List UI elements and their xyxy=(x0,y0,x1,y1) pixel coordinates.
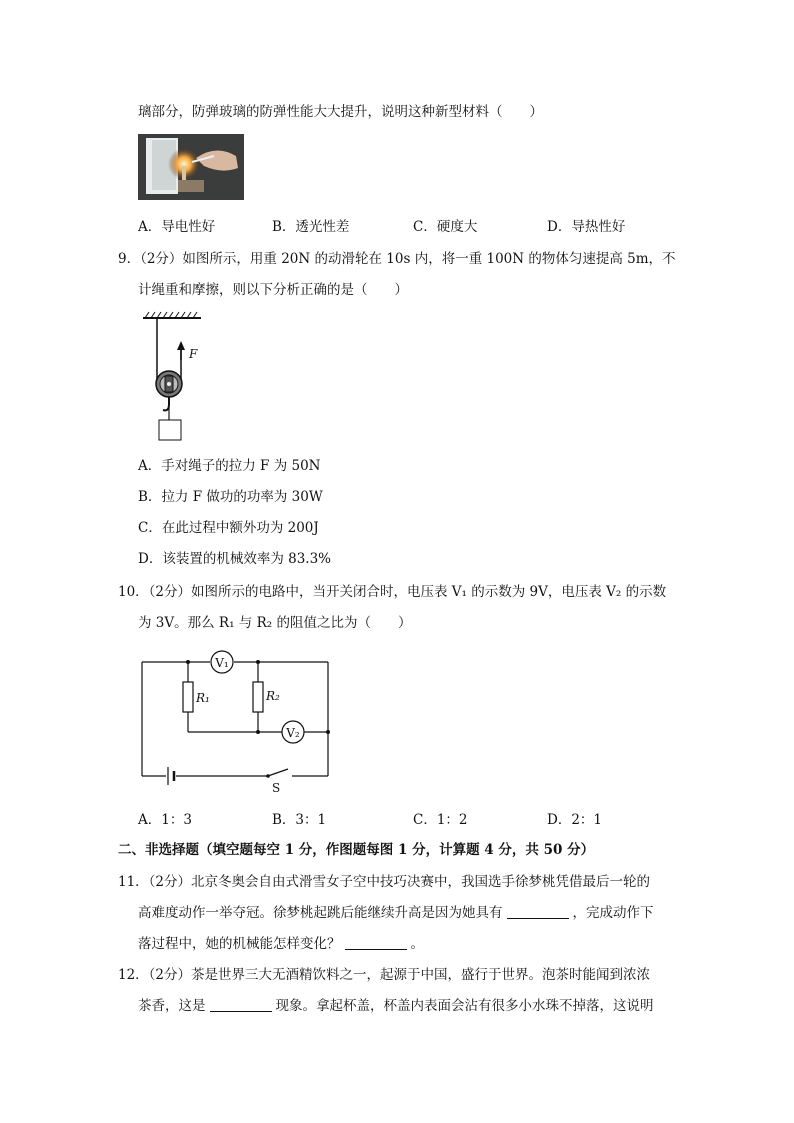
q8-option-c: C．硬度大 xyxy=(413,219,478,235)
q11-line2-text-a: 高难度动作一举夺冠。徐梦桃起跳后能继续升高是因为她具有 xyxy=(138,905,503,921)
q10-resistor-r1: R₁ xyxy=(196,691,210,705)
q12-line2 xyxy=(138,997,654,1015)
q10-voltmeter-v2: V₂ xyxy=(286,726,300,740)
q10-option-a: A．1：3 xyxy=(138,812,192,828)
q8-photo-bulletproof-glass xyxy=(138,134,244,200)
q11-line2-text-b: ，完成动作下 xyxy=(572,905,654,921)
q9-force-label: F xyxy=(189,347,198,361)
q10-circuit-diagram xyxy=(136,648,336,796)
q11-line1: 11．（2分）北京冬奥会自由式滑雪女子空中技巧决赛中，我国选手徐梦桃凭借最后一轮的 xyxy=(118,874,651,890)
q12-line2-text-b: 现象。拿起杯盖，杯盖内表面会沾有很多小水珠不掉落，这说明 xyxy=(275,998,654,1014)
q10-switch-label: S xyxy=(272,781,281,795)
q12-blank-1[interactable] xyxy=(210,997,272,1012)
q10-option-c: C．1：2 xyxy=(413,812,468,828)
q11-line3 xyxy=(138,935,424,953)
q9-stem-line2: 计绳重和摩擦，则以下分析正确的是（ ） xyxy=(138,282,408,298)
q11-line3-text-b: 。 xyxy=(410,936,424,952)
q11-line2 xyxy=(138,904,654,922)
q8-option-d: D．导热性好 xyxy=(547,219,626,235)
q10-stem-line1: 10．（2分）如图所示的电路中，当开关闭合时，电压表 V₁ 的示数为 9V，电压表 V₂ 的示数 xyxy=(118,584,667,600)
q11-line3-text-a: 落过程中，她的机械能怎样变化？ xyxy=(138,936,341,952)
q10-stem-line2: 为 3V。那么 R₁ 与 R₂ 的阻值之比为（ ） xyxy=(138,615,412,631)
q10-option-d: D．2：1 xyxy=(547,812,603,828)
q9-option-a: A．手对绳子的拉力 F 为 50N xyxy=(138,458,321,474)
q10-voltmeter-v1: V₁ xyxy=(215,656,229,670)
q12-line1: 12．（2分）茶是世界三大无酒精饮料之一，起源于中国，盛行于世界。泡茶时能闻到浓浓 xyxy=(118,967,651,983)
q12-line2-text-a: 茶香，这是 xyxy=(138,998,206,1014)
section2-title: 二、非选择题（填空题每空 1 分，作图题每图 1 分，计算题 4 分，共 50 分） xyxy=(118,842,595,858)
q9-stem-line1: 9．（2分）如图所示，用重 20N 的动滑轮在 10s 内，将一重 100N 的物体匀速提高 5m，不 xyxy=(118,251,676,267)
q10-resistor-r2: R₂ xyxy=(266,689,280,703)
q9-option-d: D．该装置的机械效率为 83.3% xyxy=(138,551,332,567)
q11-blank-1[interactable] xyxy=(507,904,569,919)
q8-stem: 璃部分，防弹玻璃的防弹性能大大提升，说明这种新型材料（ ） xyxy=(138,104,543,120)
q11-blank-2[interactable] xyxy=(345,935,407,950)
q9-pulley-diagram xyxy=(135,308,215,448)
q8-option-b: B．透光性差 xyxy=(272,219,350,235)
q10-option-b: B．3：1 xyxy=(272,812,327,828)
q9-option-c: C．在此过程中额外功为 200J xyxy=(138,520,319,536)
q8-option-a: A．导电性好 xyxy=(138,219,216,235)
q9-option-b: B．拉力 F 做功的功率为 30W xyxy=(138,489,323,505)
